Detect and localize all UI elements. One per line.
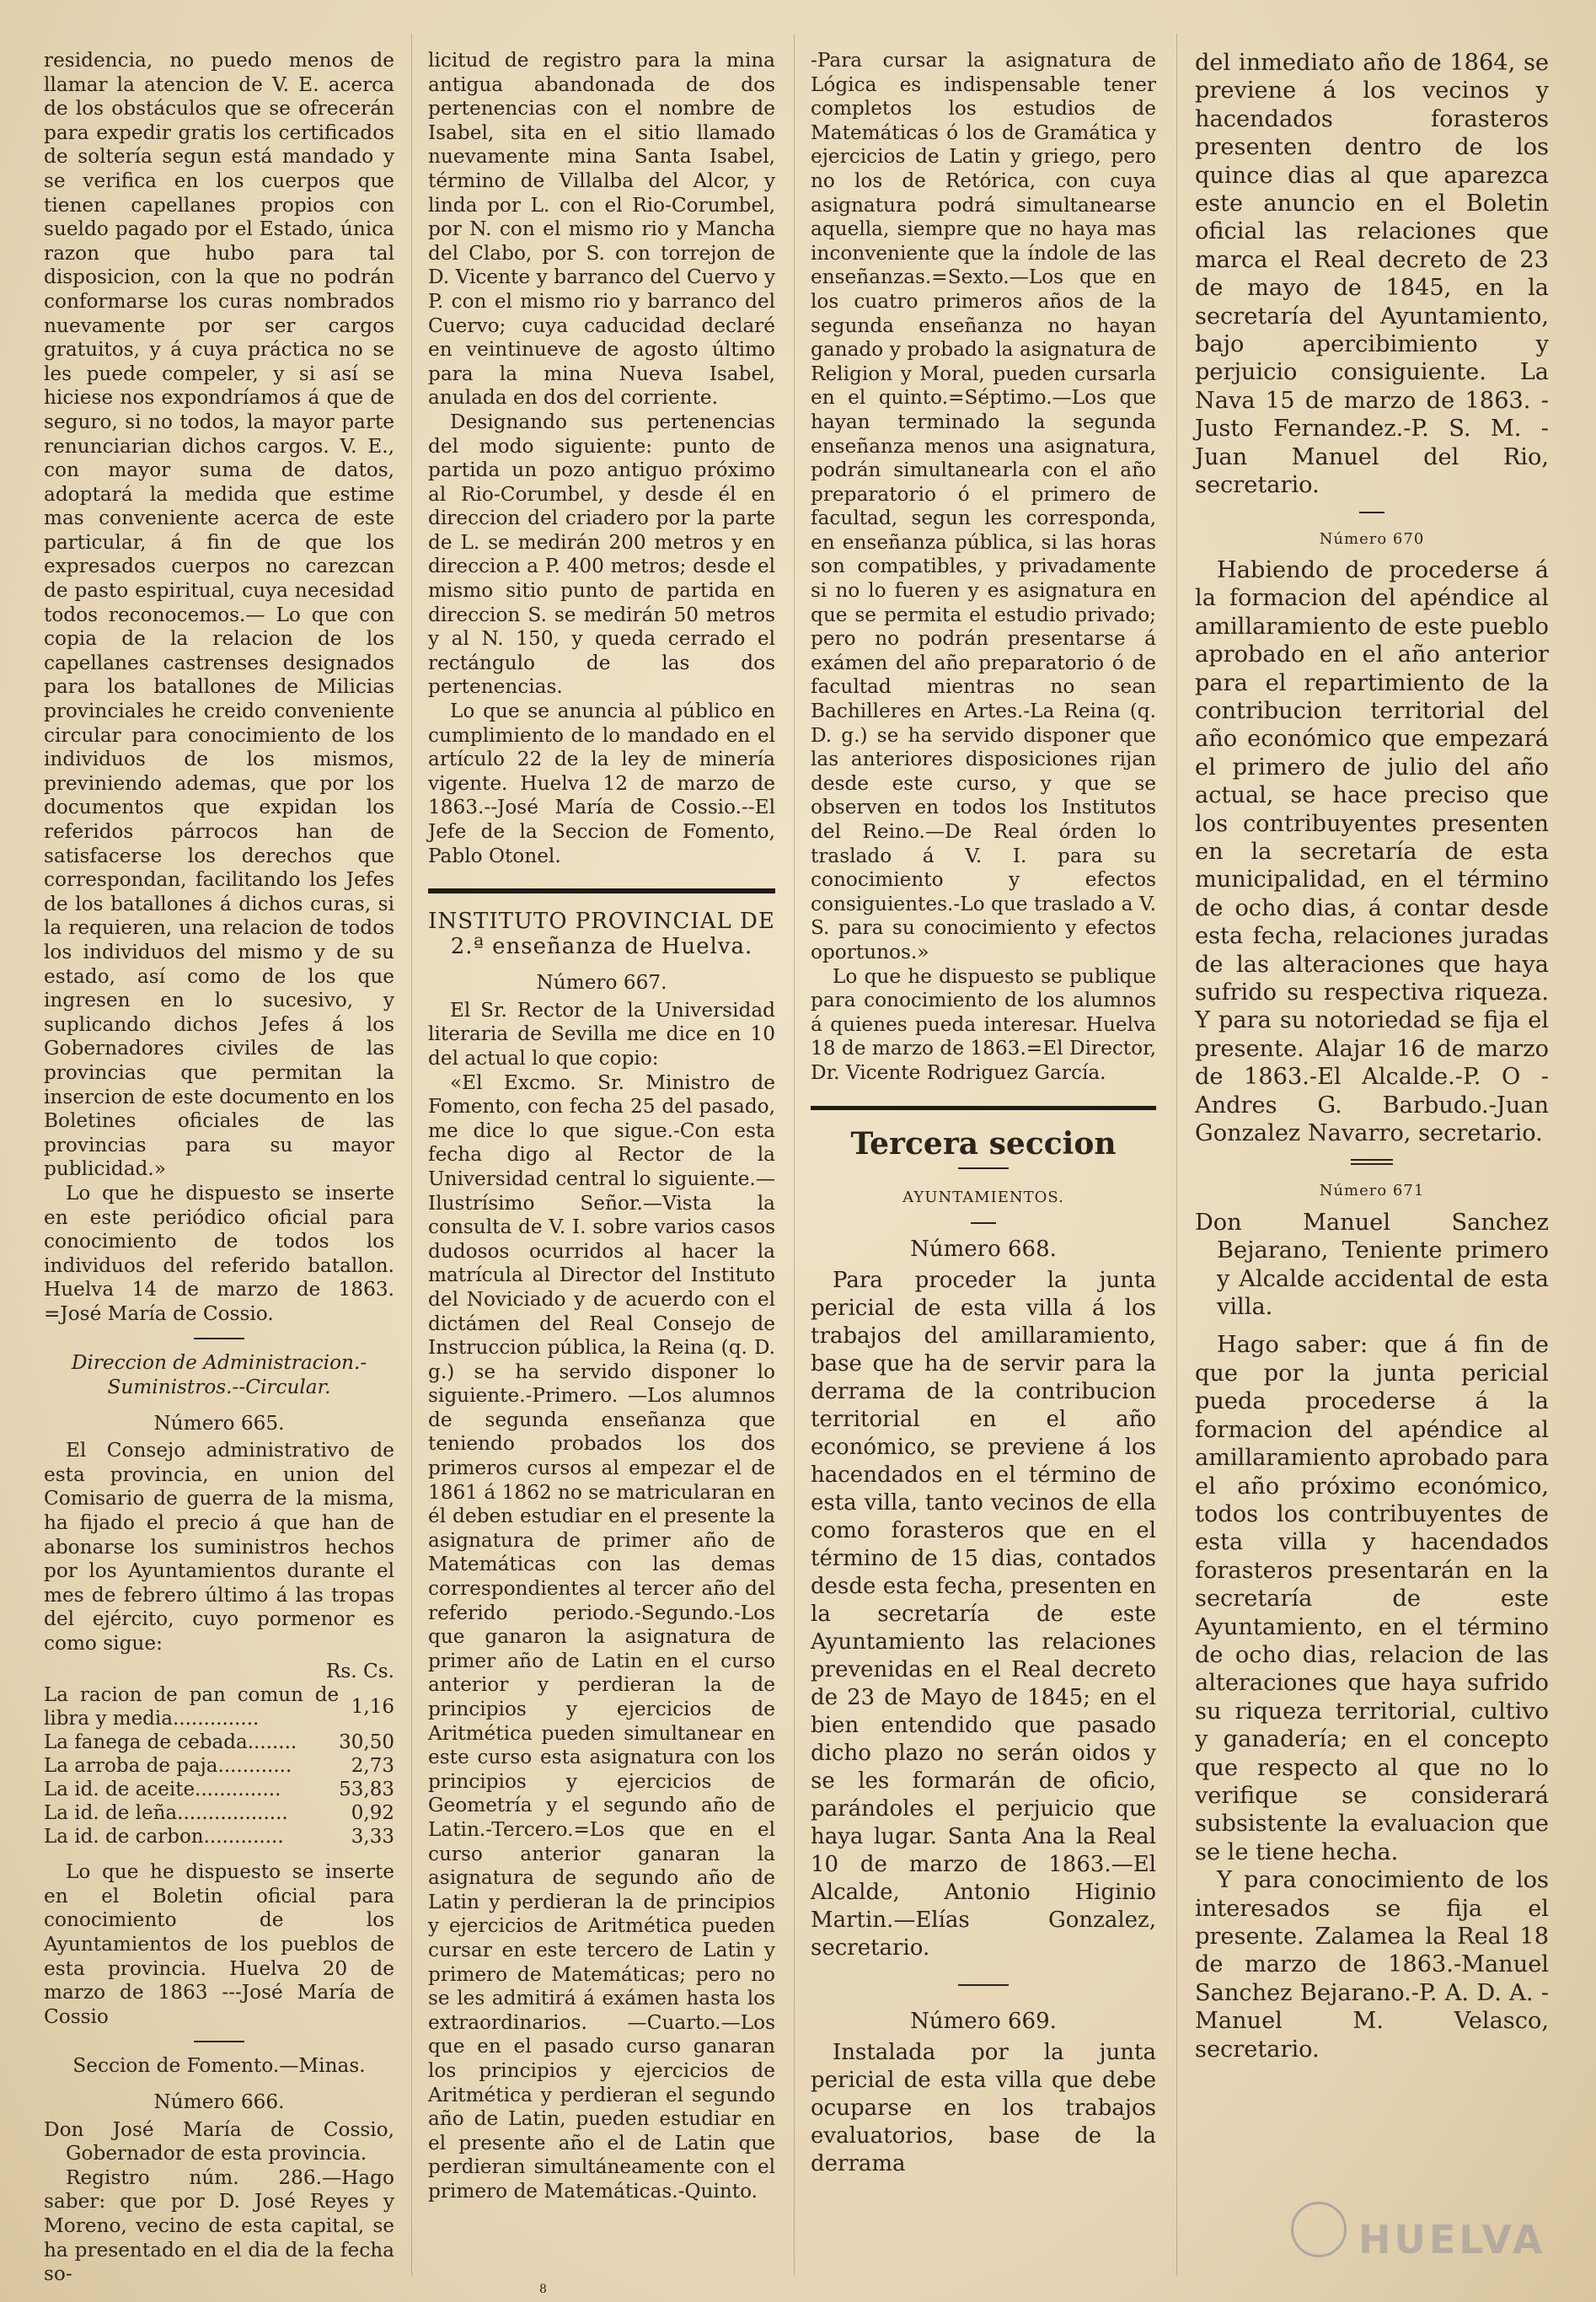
watermark: HUELVA — [1358, 2217, 1546, 2262]
separator-rule — [958, 1167, 1009, 1169]
paragraph: El Consejo administrativo de esta provincia, en union del Comisario de guerra de la misma, ha fijado el precio á que han de abonarse los suministros hechos por los Ayuntamientos durante el mes de febrero último á las tropas del ejército, cuyo pormenor es como sigue: — [44, 1439, 394, 1655]
section-title: Direccion de Administracion.-Suministros.--Circular. — [71, 1351, 367, 1399]
separator-rule — [194, 2041, 244, 2042]
section-divider — [811, 1106, 1156, 1110]
column-1 — [44, 49, 394, 2287]
notice-number: Número 670 — [1319, 529, 1425, 548]
notice-number: Número 669. — [910, 2008, 1057, 2034]
paragraph: Instalada por la junta pericial de esta villa que debe ocuparse en los trabajos evaluatorios, base de la derrama — [811, 2039, 1156, 2176]
price-label: La racion de pan comun de libra y media.............. — [44, 1684, 340, 1731]
table-row — [44, 1754, 394, 1778]
price-value: 2,73 — [351, 1755, 394, 1778]
paragraph: residencia, no puedo menos de llamar la atencion de V. E. acerca de los obstáculos que se ofrecerán para expedir gratis los certificados de soltería segun está mandado y se verifica en los cuerpos que tienen capellanes propios con sueldo pagado por el Estado, única razon que hubo para tal disposicion, con la que no podrán conformarse los curas nombrados nuevamente por ser cargos gratuitos, y á cuya práctica no se les puede compeler, y si así se hiciese nos expondríamos á que de seguro, si no todos, la mayor parte renunciarian dichos cargos. V. E., con mayor suma de datos, adoptará la medida que estime mas conveniente acerca de este particular, á fin de que los expresados cuerpos no carezcan de pasto espiritual, cuya necesidad todos reconocemos.— Lo que con copia de la relacion de los capellanes castrenses designados para los batallones de Milicias provinciales he creido conveniente circular para conocimiento de los individuos de los mismos, previniendo ademas, que por los documentos que expidan los referidos párrocos han de satisfacerse los derechos que correspondan, facilitando los Jefes de los batallones á dichos curas, si la requieren, una relacion de todos los individuos del mismo y de su estado, así como de los que ingresen en lo sucesivo, y suplicando dichos Jefes á los Gobernadores civiles de las provincias que permitan la insercion de este documento en los Boletines oficiales de las provincias para su mayor publicidad.» — [44, 49, 394, 1181]
library-stamp-icon — [1291, 2202, 1347, 2257]
table-row — [44, 1683, 394, 1731]
separator-rule — [194, 1338, 244, 1339]
section-heading: Tercera seccion — [850, 1125, 1117, 1162]
notice-number: Número 668. — [910, 1236, 1057, 1262]
column-divider — [794, 34, 795, 2276]
paragraph: Y para conocimiento de los interesados se fija el presente. Zalamea la Real 18 de marzo de 1863.-Manuel Sanchez Bejarano.-P. A. D. A. -Manuel M. Velasco, secretario. — [1195, 1867, 1549, 2063]
paragraph: Lo que se anuncia al público en cumplimiento de lo mandado en el artículo 22 de la ley de minería vigente. Huelva 12 de marzo de 1863.--José María de Cossio.--El Jefe de la Seccion de Fomento, Pablo Otonel. — [428, 700, 775, 867]
paragraph: del inmediato año de 1864, se previene á los vecinos y hacendados forasteros presenten dentro de los quince dias al que aparezca este anuncio en el Boletin oficial las relaciones que marca el Real decreto de 23 de mayo de 1845, en la secretaría del Ayuntamiento, bajo apercibimiento y perjuicio consiguiente. La Nava 15 de marzo de 1863. -Justo Fernandez.-P. S. M. -Juan Manuel del Rio, secretario. — [1195, 50, 1549, 499]
paragraph: Don Manuel Sanchez Bejarano, Teniente primero y Alcalde accidental de esta villa. — [1195, 1209, 1549, 1321]
institute-title: INSTITUTO PROVINCIAL DE — [428, 909, 775, 935]
paragraph: licitud de registro para la mina antigua abandonada de dos pertenencias con el nombre de Isabel, sita en el sitio llamado nuevamente mina Santa Isabel, término de Villalba del Alcor, y linda por L. con el Rio-Corumbel, por N. con el mismo rio y Mancha del Clabo, por S. con torrejon de D. Vicente y barranco del Cuervo y P. con el mismo rio y barranco del Cuervo; cuya caducidad declaré en veintinueve de agosto último para la mina Nueva Isabel, anulada en dos del corriente. — [428, 49, 775, 410]
price-table — [44, 1683, 394, 1849]
price-label: La id. de leña.................. — [44, 1802, 288, 1825]
paragraph: Registro núm. 286.—Hago saber: que por D. José Reyes y Moreno, vecino de esta capital, se ha presentado en el dia de la fecha so- — [44, 2165, 394, 2286]
notice-number: Número 666. — [153, 2090, 285, 2113]
table-row — [44, 1731, 394, 1754]
price-label: La id. de carbon............. — [44, 1826, 284, 1849]
section-title: AYUNTAMIENTOS. — [902, 1189, 1064, 1207]
notice-number: Número 667. — [536, 971, 667, 995]
notice-number: Número 665. — [153, 1411, 285, 1435]
price-value: 3,33 — [351, 1826, 394, 1849]
paragraph: Don José María de Cossio, Gobernador de esta provincia. — [44, 2117, 394, 2165]
table-row — [44, 1801, 394, 1825]
section-divider — [428, 888, 775, 893]
price-value: 1,16 — [351, 1696, 394, 1719]
separator-rule — [1359, 512, 1384, 513]
separator-rule — [958, 1984, 1009, 1986]
table-row — [44, 1778, 394, 1801]
price-label: La id. de aceite.............. — [44, 1779, 281, 1801]
price-unit-header: Rs. Cs. — [325, 1659, 394, 1682]
paragraph: Lo que he dispuesto se inserte en este periódico oficial para conocimiento de todos los individuos del referido batallon. Huelva 14 de marzo de 1863. =José María de Cossio. — [44, 1181, 394, 1325]
paragraph: Hago saber: que á fin de que por la junta pericial pueda procederse á la formacion del apéndice al amillaramiento aprobado para el año próximo económico, todos los contribuyentes de esta villa y hacendados forasteros presentarán en la secretaría de este Ayuntamiento, en el término de ocho dias, relacion de las alteraciones que haya sufrido su riqueza territorial, cultivo y ganadería; en el concepto que respecto al que no lo verifique se considerará subsistente la evaluacion que se le tiene hecha. — [1195, 1332, 1549, 1865]
section-title: Seccion de Fomento.—Minas. — [72, 2054, 366, 2078]
column-divider — [1176, 34, 1177, 2276]
column-4 — [1195, 49, 1549, 2063]
paragraph: El Sr. Rector de la Universidad literaria de Sevilla me dice en 10 del actual lo que copio: — [428, 998, 775, 1070]
column-2 — [428, 49, 775, 2203]
column-3 — [811, 49, 1156, 2178]
paragraph: Lo que he dispuesto se inserte en el Boletin oficial para conocimiento de los Ayuntamientos de los pueblos de esta provincia. Huelva 20 de marzo de 1863 ---José María de Cossio — [44, 1860, 394, 2028]
paragraph: Habiendo de procederse á la formacion del apéndice al amillaramiento de este pueblo aprobado en el año anterior para el repartimiento de la contribucion territorial del año económico que empezará el primero de julio del año actual, se hace preciso que los contribuyentes presenten en la secretaría de esta municipalidad, en el término de ocho dias, á contar desde esta fecha, relaciones juradas de las alteraciones que haya sufrido su respectiva riqueza. Y para su notoriedad se fija el presente. Alajar 16 de marzo de 1863.-El Alcalde.-P. O -Andres G. Barbudo.-Juan Gonzalez Navarro, secretario. — [1195, 556, 1549, 1147]
column-divider — [411, 34, 412, 2276]
price-value: 0,92 — [351, 1802, 394, 1825]
separator-rule — [971, 1222, 996, 1224]
price-label: La fanega de cebada........ — [44, 1731, 297, 1754]
paragraph: Para proceder la junta pericial de esta villa á los trabajos del amillaramiento, base que ha de servir para la derrama de la contribucion territorial en el año económico, se previene á los hacendados en el término de esta villa, tanto vecinos de ella como forasteros que en el término de 15 dias, contados desde esta fecha, presenten en la secretaría de este Ayuntamiento las relaciones prevenidas en el Real decreto de 23 de Mayo de 1845; en el bien entendido que pasado dicho plazo no serán oidos y se les formarán de oficio, parándoles el perjuicio que haya lugar. Santa Ana la Real 10 de marzo de 1863.—El Alcalde, Antonio Higinio Martin.—Elías Gonzalez, secretario. — [811, 1267, 1156, 1961]
paragraph: Designando sus pertenencias del modo siguiente: punto de partida un pozo antiguo próximo al Rio-Corumbel, y desde él en direccion del criadero por la parte de L. se medirán 200 metros y en direccion a P. 400 metros; desde el mismo sitio punto de partida en direccion S. se medirán 50 metros y al N. 150, y queda cerrado el rectángulo de las dos pertenencias. — [428, 410, 775, 699]
notice-number: Número 671 — [1319, 1182, 1425, 1200]
paragraph: -Para cursar la asignatura de Lógica es indispensable tener completos los estudios de Matemáticas ó los de Gramática y ejercicios de Latin y griego, pero no los de Retórica, con cuya asignatura podrá simultanearse aquella, siempre que no haya mas inconveniente que la índole de las enseñanzas.=Sexto.—Los que en los cuatro primeros años de la segunda enseñanza no hayan ganado y probado la asignatura de Religion y Moral, pueden cursarla en el quinto.=Séptimo.—Los que hayan terminado la segunda enseñanza menos una asignatura, podrán simultanearla con el año preparatorio ó el primero de facultad, segun les corresponda, en enseñanza pública, si las horas son compatibles, y privadamente si no lo fueren y es asignatura en que se permita el estudio privado; pero no podrán presentarse á exámen del año preparatorio ó de facultad mientras no sean Bachilleres en Artes.-La Reina (q. D. g.) se ha servido disponer que las anteriores disposiciones rijan desde este curso, y que se observen en todos los Institutos del Reino.—De Real órden lo traslado á V. I. para su conocimiento y efectos consiguientes.-Lo que traslado a V. S. para su conocimiento y efectos oportunos.» — [811, 49, 1156, 963]
paragraph: «El Excmo. Sr. Ministro de Fomento, con fecha 25 del pasado, me dice lo que sigue.-Con esta fecha digo al Rector de la Universidad central lo siguiente.—Ilustrísimo Señor.—Vista la consulta de V. I. sobre varios casos dudosos ocurridos al hacer la matrícula al Director del Instituto del Noviciado y de acuerdo con el dictámen del Real Consejo de Instruccion pública, la Reina (q. D. g.) se ha servido disponer lo siguiente.-Primero. —Los alumnos de segunda enseñanza que teniendo probados los dos primeros cursos al empezar el de 1861 á 1862 no se matricularan en él deben estudiar en el presente la asignatura de primer año de Matemáticas con las demas correspondientes al tercer año del referido periodo.-Segundo.-Los que ganaron la asignatura de primer año de Latin en el curso anterior y perdieran la de principios y ejercicios de Aritmética pueden simultanear en este curso esta asignatura con los principios y ejercicios de Geometría y el segundo año de Latin.-Tercero.=Los que en el curso anterior ganaran la asignatura de segundo año de Latin y perdieran la de principios y ejercicios de Aritmética pueden cursar en este tercero de Latin y primero de Matemáticas; pero no se les admitirá á exámen hasta los extraordinarios. —Cuarto.—Los que en el pasado curso ganaran los principios y ejercicios de Aritmética y perdieran el segundo año de Latin, pueden estudiar en el presente año el de Latin que perdieran simultáneamente con el primero de Matemáticas.-Quinto. — [428, 1071, 775, 2203]
separator-rule — [1351, 1159, 1393, 1165]
institute-subtitle: 2.ª enseñanza de Huelva. — [450, 934, 753, 960]
paragraph: Lo que he dispuesto se publique para conocimiento de los alumnos á quienes pueda interesar. Huelva 18 de marzo de 1863.=El Director, Dr. Vicente Rodriguez García. — [811, 964, 1156, 1084]
price-value: 53,83 — [339, 1779, 394, 1801]
page-mark: 8 — [539, 2283, 547, 2296]
price-label: La arroba de paja............ — [44, 1755, 292, 1778]
table-row — [44, 1825, 394, 1849]
price-value: 30,50 — [339, 1731, 394, 1754]
